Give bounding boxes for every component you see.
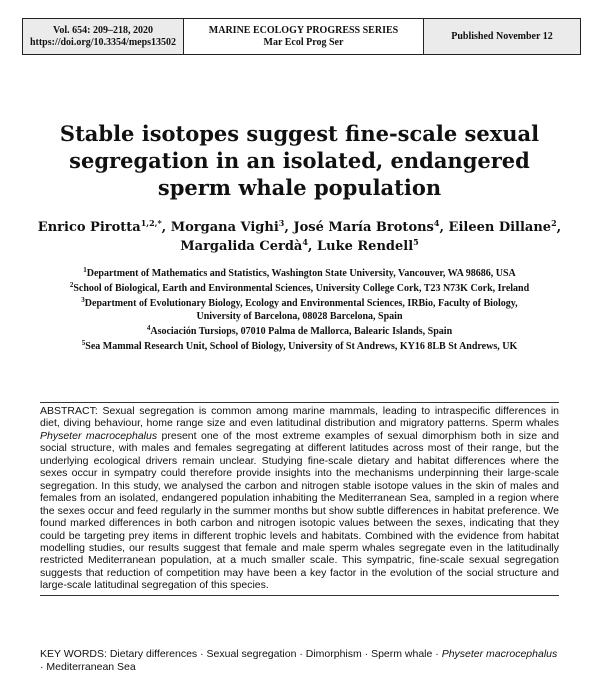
published-date: Published November 12	[451, 30, 553, 42]
affiliation-number: 3	[81, 296, 85, 304]
volume-doi-cell	[23, 19, 184, 54]
author-separator: ,	[284, 220, 294, 235]
species-name: Physeter macrocephalus	[40, 429, 158, 442]
author-name: Morgana Vighi	[170, 220, 279, 235]
author-name: José María Brotons	[293, 220, 434, 235]
affiliation	[20, 325, 579, 338]
affiliation-number: 2	[69, 281, 74, 289]
journal-name: MARINE ECOLOGY PROGRESS SERIES	[208, 24, 399, 36]
doi-link[interactable]: https://doi.org/10.3354/meps13502	[29, 36, 177, 48]
author-affil-marker: 2	[551, 218, 557, 228]
author-list	[20, 218, 579, 256]
title-line: Stable isotopes suggest fine-scale sexual	[59, 121, 540, 146]
keywords-text: Dietary differences · Sexual segregation · Dimorphism · Sperm whale ·	[109, 648, 442, 660]
affiliation-continued: University of Barcelona, 08028 Barcelona, Spain	[196, 311, 403, 322]
author-separator: ,	[556, 220, 562, 235]
keywords-text: · Mediterranean Sea	[40, 660, 136, 673]
author-separator: ,	[439, 220, 449, 235]
volume-info: Vol. 654: 209–218, 2020	[53, 24, 153, 36]
affiliation-number: 1	[83, 266, 87, 274]
abstract-text: Sexual segregation is common among marine mammals, leading to intraspecific differences in diet, diving behaviour, home range size and even latitudinal distribution and migratory patterns. Sperm whales	[40, 405, 559, 430]
keywords-label: KEY WORDS:	[40, 648, 110, 660]
affiliation-list	[20, 267, 579, 353]
author-line-2	[20, 237, 579, 256]
paper-title	[20, 120, 579, 201]
affiliation	[20, 282, 579, 295]
affiliation-text: Department of Mathematics and Statistics, Washington State University, Vancouver, WA 98686, USA	[86, 268, 516, 279]
published-cell	[424, 19, 580, 54]
affiliation-number: 5	[81, 339, 86, 347]
abstract	[40, 405, 559, 592]
affiliation-text: Sea Mammal Research Unit, School of Biology, University of St Andrews, KY16 8LB St Andrews, UK	[85, 341, 518, 352]
author-affil-marker: 4	[302, 237, 308, 247]
affiliation	[20, 267, 579, 280]
affiliation-text: School of Biological, Earth and Environmental Sciences, University College Cork, T23 N73K Cork, Ireland	[73, 283, 530, 294]
author-affil-marker: 4	[433, 218, 440, 228]
journal-header	[22, 18, 581, 55]
abstract-box	[40, 402, 559, 596]
title-line: segregation in an isolated, endangered	[69, 148, 530, 173]
affiliation-text: Asociación Tursiops, 07010 Palma de Mallorca, Balearic Islands, Spain	[150, 326, 453, 337]
author-affil-marker: 5	[413, 237, 419, 247]
author-name: Luke Rendell	[316, 239, 414, 254]
author-name: Margalida Cerdà	[180, 239, 303, 254]
affiliation-text: Department of Evolutionary Biology, Ecology and Environmental Sciences, IRBio, Faculty of Biology,	[84, 298, 518, 309]
affiliation	[20, 297, 579, 310]
abstract-text: present one of the most extreme examples of sexual dimorphism both in size and social structure, with males and females segregating at different latitudes across most of their range, but the underlying ecological drivers remain unclear. Studying fine-scale dietary and habitat differences where the sexes occur in sympatry could therefore provide insights into the mechanisms underpinning their large-scale segregation. In this study, we analysed the carbon and nitrogen stable isotope values in the skin of males and females from an isolated, endangered population inhabiting the Mediterranean Sea, sampled in a region where the sexes occur and feed regularly in the summer months but show subtle differences in habitat preference. We found marked differences in both carbon and nitrogen isotopic values between the sexes, indicating that they could be targeting prey items in different trophic levels and habitats. Combined with the evidence from habitat modelling studies, our results suggest that female and male sperm whales segregate even in the latitudinally restricted Mediterranean population, at a much smaller scale. This sympatric, fine-scale sexual segregation suggests that reduction of competition may have been a key factor in the evolution of the social structure and large-scale latitudinal segregation of this species.	[40, 429, 560, 592]
author-separator: ,	[307, 239, 317, 254]
author-line-1	[20, 218, 579, 237]
journal-name-cell	[184, 19, 424, 54]
abstract-label: ABSTRACT:	[40, 405, 103, 417]
author-name: Enrico Pirotta	[37, 220, 141, 235]
species-name: Physeter macrocephalus	[441, 648, 558, 660]
author-affil-marker: 1,2,*	[140, 218, 162, 228]
author-name: Eileen Dillane	[448, 220, 552, 235]
author-separator: ,	[161, 220, 171, 235]
journal-abbrev: Mar Ecol Prog Ser	[263, 36, 344, 48]
affiliation	[20, 340, 579, 353]
author-affil-marker: 3	[278, 218, 285, 228]
affiliation-number: 4	[146, 324, 151, 332]
title-line: sperm whale population	[157, 175, 442, 200]
keywords	[40, 648, 559, 673]
